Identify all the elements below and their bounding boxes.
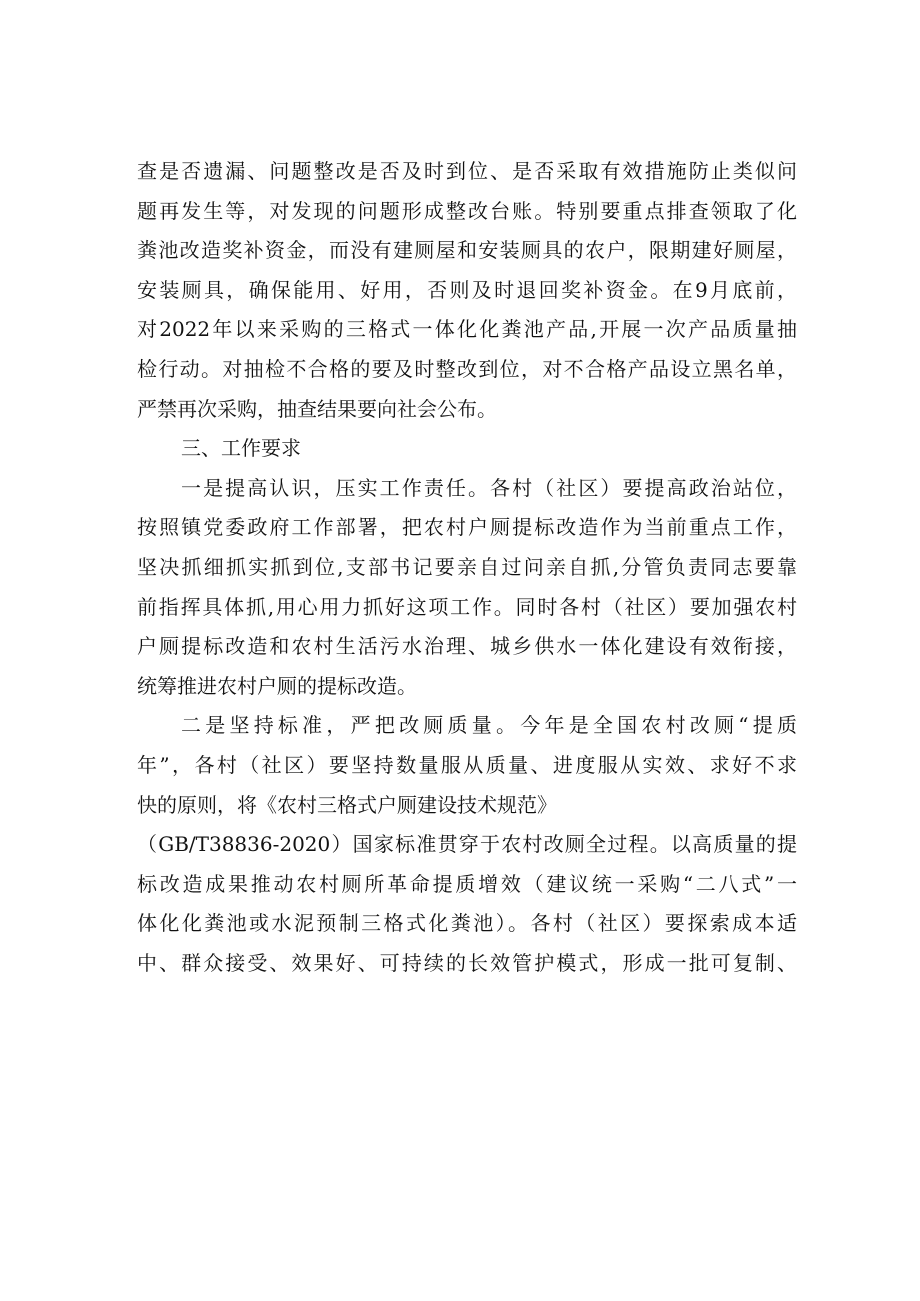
document-body bbox=[137, 152, 797, 983]
text-line: 坚决抓细抓实抓到位,支部书记要亲自过问亲自抓,分管负责同志要靠 bbox=[137, 554, 797, 579]
text-line: （GB/T38836-2020）国家标准贯穿于农村改厕全过程。以高质量的提 bbox=[137, 832, 797, 857]
text-line: 中、群众接受、效果好、可持续的长效管护模式，形成一批可复制、 bbox=[137, 950, 797, 975]
text-line: 安装厕具，确保能用、好用，否则及时退回奖补资金。在9月底前， bbox=[137, 277, 797, 302]
text-line: 前指挥具体抓,用心用力抓好这项工作。同时各村（社区）要加强农村 bbox=[137, 594, 797, 619]
text-line: 粪池改造奖补资金，而没有建厕屋和安装厕具的农户，限期建好厕屋， bbox=[137, 238, 797, 263]
text-line: 二是坚持标准，严把改厕质量。今年是全国农村改厕“提质 bbox=[181, 713, 797, 738]
text-line: 一是提高认识，压实工作责任。各村（社区）要提高政治站位， bbox=[181, 475, 797, 500]
text-line: 年”，各村（社区）要坚持数量服从质量、进度服从实效、求好不求 bbox=[137, 752, 797, 777]
text-line: 对2022年以来采购的三格式一体化化粪池产品,开展一次产品质量抽 bbox=[137, 317, 797, 342]
text-line: 检行动。对抽检不合格的要及时整改到位，对不合格产品设立黑名单， bbox=[137, 356, 797, 381]
text-line: 标改造成果推动农村厕所革命提质增效（建议统一采购“二八式”一 bbox=[137, 871, 797, 896]
text-line: 查是否遗漏、问题整改是否及时到位、是否采取有效措施防止类似问 bbox=[137, 159, 797, 183]
text-line: 统筹推进农村户厕的提标改造。 bbox=[137, 673, 417, 698]
text-line: 户厕提标改造和农村生活污水治理、城乡供水一体化建设有效衔接， bbox=[137, 634, 797, 659]
text-line: 三、工作要求 bbox=[181, 436, 301, 461]
text-line: 体化化粪池或水泥预制三格式化粪池）。各村（社区）要探索成本适 bbox=[137, 911, 797, 936]
text-line: 严禁再次采购，抽查结果要向社会公布。 bbox=[137, 396, 497, 421]
text-line: 快的原则，将《农村三格式户厕建设技术规范》 bbox=[137, 792, 557, 817]
text-line: 题再发生等，对发现的问题形成整改台账。特别要重点排查领取了化 bbox=[137, 198, 797, 223]
text-line: 按照镇党委政府工作部署，把农村户厕提标改造作为当前重点工作， bbox=[137, 515, 797, 540]
